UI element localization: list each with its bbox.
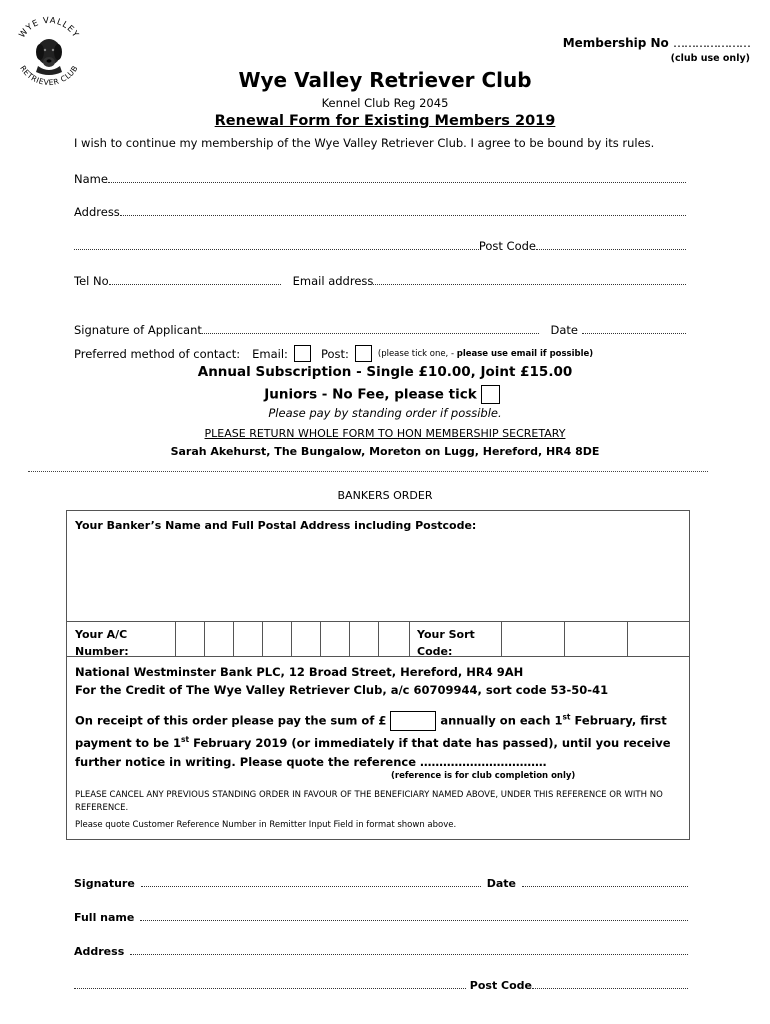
account-number-label: Your A/C Number: <box>75 628 129 658</box>
natwest-address: National Westminster Bank PLC, 12 Broad Street, Hereford, HR4 9AH <box>75 665 524 679</box>
further-notice-line: further notice in writing. Please quote the reference …………………………… <box>75 755 547 769</box>
tel-label: Tel No <box>74 274 109 288</box>
address-field[interactable] <box>74 203 686 219</box>
kennel-club-reg: Kennel Club Reg 2045 <box>321 96 449 110</box>
tel-email-line[interactable] <box>74 272 686 288</box>
bank-date-label: Date <box>486 877 516 890</box>
contact-label: Preferred method of contact: <box>74 346 241 361</box>
juniors-checkbox[interactable] <box>481 385 500 404</box>
preferred-contact <box>74 345 593 362</box>
logo-text-bottom: RETRIEVER CLUB <box>18 63 80 88</box>
date-label: Date <box>550 323 578 337</box>
contact-note: (please tick one, - please use email if possible) <box>377 348 594 359</box>
secretary-address: Sarah Akehurst, The Bungalow, Moreton on Lugg, Hereford, HR4 8DE <box>170 445 600 458</box>
standing-order-note: Please pay by standing order if possible. <box>268 406 502 420</box>
account-digit-cell[interactable] <box>349 622 378 656</box>
full-name-label: Full name <box>74 911 135 924</box>
membership-no-dots: ………………… <box>673 36 750 50</box>
return-instructions: PLEASE RETURN WHOLE FORM TO HON MEMBERSHIP SECRETARY <box>204 427 566 440</box>
bank-signature-date-line[interactable] <box>74 874 688 890</box>
juniors-line <box>0 385 770 404</box>
bank-address-line[interactable] <box>74 942 688 958</box>
account-digit-cell[interactable] <box>291 622 320 656</box>
sort-code-label: Your Sort Code: <box>417 628 475 658</box>
membership-no-label: Membership No <box>562 36 669 50</box>
bank-address-label: Address <box>74 945 125 958</box>
membership-no <box>563 36 750 50</box>
email-label: Email address <box>292 274 374 288</box>
full-name-line[interactable] <box>74 908 688 924</box>
cut-line <box>28 471 708 472</box>
payment-line: payment to be 1st February 2019 (or immediately if that date has passed), until you receive <box>75 735 671 750</box>
account-digit-cell[interactable] <box>233 622 262 656</box>
bank-signature-label: Signature <box>74 877 135 890</box>
signature-label: Signature of Applicant <box>74 323 202 337</box>
signature-date-line[interactable] <box>74 321 686 337</box>
post-checkbox[interactable] <box>355 345 372 362</box>
bankers-order-box <box>66 510 690 840</box>
sort-code-cell[interactable] <box>627 622 689 656</box>
form-title: Renewal Form for Existing Members 2019 <box>214 113 556 129</box>
sort-code-cell[interactable] <box>564 622 627 656</box>
bank-name-label: Your Banker’s Name and Full Postal Address including Postcode: <box>75 519 477 532</box>
address-postcode-line[interactable] <box>74 237 686 253</box>
account-digit-cell[interactable] <box>320 622 349 656</box>
contact-post-label: Post: <box>320 346 349 361</box>
bank-postcode-label: Post Code <box>469 979 532 992</box>
name-label: Name <box>74 172 108 186</box>
juniors-text: Juniors - No Fee, please tick <box>264 386 477 403</box>
reference-note: (reference is for club completion only) <box>391 771 576 781</box>
logo-text-top: WYE VALLEY <box>17 15 81 41</box>
bank-postcode-line[interactable] <box>74 976 688 992</box>
page-title: Wye Valley Retriever Club <box>238 68 532 92</box>
receipt-line: On receipt of this order please pay the sum of £ annually on each 1st February, first <box>75 711 667 731</box>
intro-text: I wish to continue my membership of the Wye Valley Retriever Club. I agree to be bound by its rules. <box>74 136 655 150</box>
name-field[interactable] <box>74 170 686 186</box>
account-digit-cell[interactable] <box>175 622 204 656</box>
svg-text:WYE VALLEY <box>17 16 80 40</box>
account-digit-cell[interactable] <box>204 622 233 656</box>
contact-email-label: Email: <box>252 346 288 361</box>
account-digit-cell[interactable] <box>378 622 409 656</box>
credit-details: For the Credit of The Wye Valley Retriever Club, a/c 60709944, sort code 53-50-41 <box>75 683 609 697</box>
account-row <box>67 621 689 657</box>
cancel-notice: PLEASE CANCEL ANY PREVIOUS STANDING ORDER IN FAVOUR OF THE BENEFICIARY NAMED ABOVE, UNDER THIS REFERENCE OR WITH NO REFERENCE. <box>75 790 663 813</box>
annual-subscription: Annual Subscription - Single £10.00, Joint £15.00 <box>197 364 573 380</box>
email-checkbox[interactable] <box>294 345 311 362</box>
quote-reference-note: Please quote Customer Reference Number in Remitter Input Field in format shown above. <box>75 820 457 830</box>
address-label: Address <box>74 205 120 219</box>
account-digit-cell[interactable] <box>262 622 291 656</box>
club-use-note: (club use only) <box>670 53 750 64</box>
sum-input-box[interactable] <box>390 711 436 731</box>
sort-code-cell[interactable] <box>501 622 564 656</box>
postcode-label: Post Code <box>478 239 536 253</box>
bankers-order-heading: BANKERS ORDER <box>337 489 433 502</box>
